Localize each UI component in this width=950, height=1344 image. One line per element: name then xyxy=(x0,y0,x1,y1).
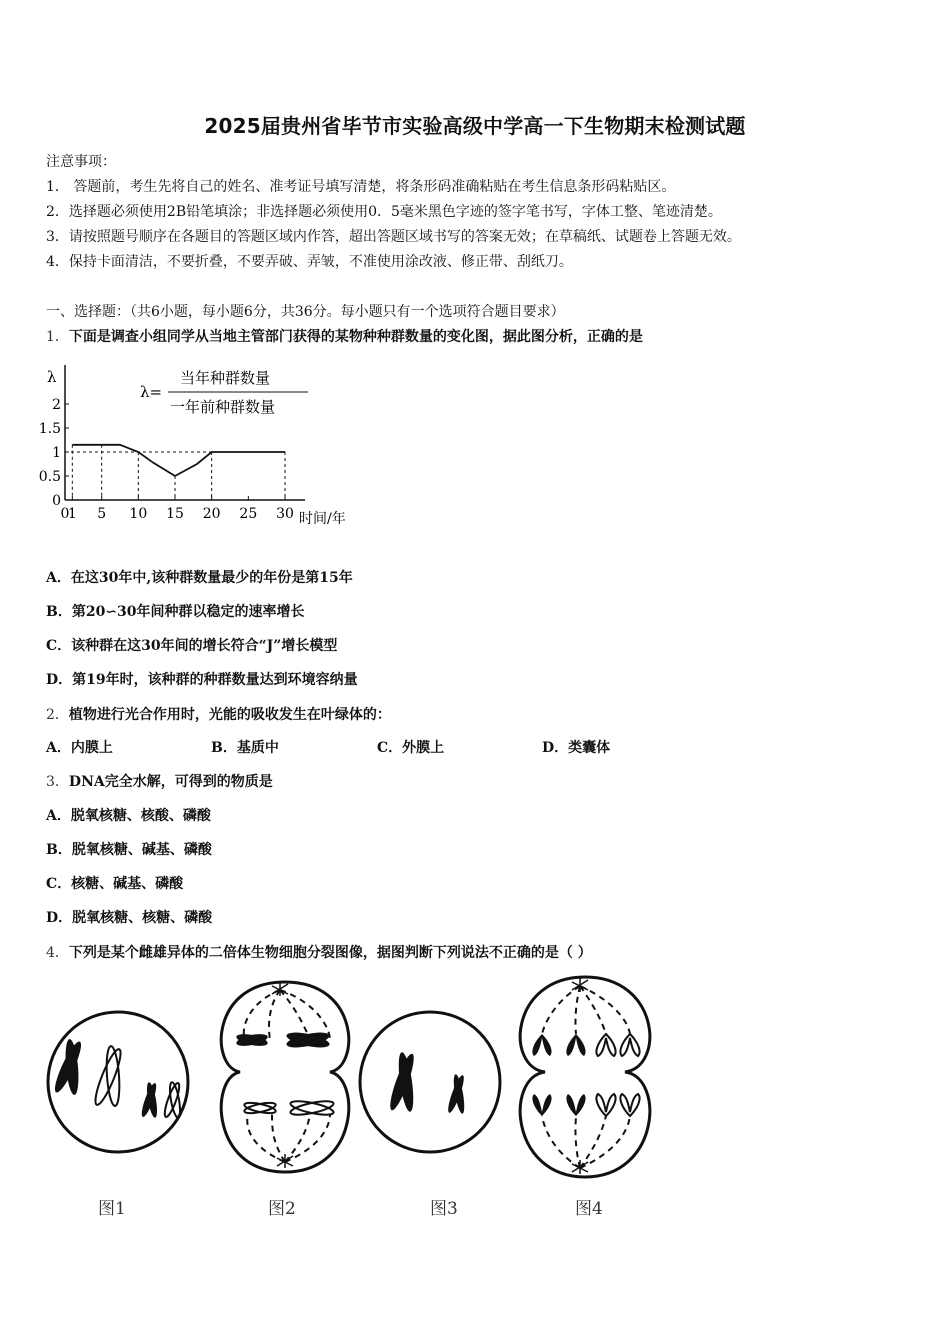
x-tick-label: 30 xyxy=(276,506,294,522)
notice-heading: 注意事项： xyxy=(46,154,116,170)
y-tick-label: 1 xyxy=(52,445,61,461)
y-tick-label: 0 xyxy=(52,493,61,509)
q2-option-d: D．类囊体 xyxy=(542,740,611,756)
q1-option-d: D．第19年时，该种群的种群数量达到环境容纳量 xyxy=(46,672,358,688)
question-number: 1． xyxy=(46,329,69,345)
formula-numerator: 当年种群数量 xyxy=(180,369,271,387)
y-tick-label: 0.5 xyxy=(38,469,61,485)
q3-option-a: A．脱氧核糖、核酸、磷酸 xyxy=(46,808,211,824)
question-number: 2． xyxy=(46,707,69,723)
question-2 xyxy=(46,705,391,725)
q2-option-c: C．外膜上 xyxy=(377,740,445,756)
figure-1-cell xyxy=(48,1012,188,1219)
q2-options xyxy=(46,738,906,758)
q3-option-d: D．脱氧核糖、核糖、磷酸 xyxy=(46,910,213,926)
question-number: 4． xyxy=(46,945,69,961)
question-stem: DNA完全水解，可得到的物质是 xyxy=(68,774,273,790)
figure-3-cell xyxy=(360,1012,500,1219)
question-stem: 下列是某个雌雄异体的二倍体生物细胞分裂图像，据图判断下列说法不正确的是（ ） xyxy=(68,945,592,961)
q1-option-c: C．该种群在这30年间的增长符合“J”增长模型 xyxy=(46,638,338,654)
q1-option-b: B．第20∽30年间种群以稳定的速率增长 xyxy=(46,604,305,620)
q3-option-b: B．脱氧核糖、碱基、磷酸 xyxy=(46,842,212,858)
x-tick-label: 10 xyxy=(129,506,148,522)
question-number: 3． xyxy=(46,774,69,790)
q2-option-b: B．基质中 xyxy=(211,740,279,756)
question-3 xyxy=(46,772,273,792)
question-stem: 植物进行光合作用时，光能的吸收发生在叶绿体的： xyxy=(68,707,391,723)
question-stem: 下面是调查小组同学从当地主管部门获得的某物种种群数量的变化图，据此图分析，正确的是 xyxy=(68,329,643,345)
figure-1-label: 图1 xyxy=(98,1199,126,1219)
formula-lhs: λ= xyxy=(140,383,163,401)
figure-2-cell xyxy=(221,982,348,1219)
question-1 xyxy=(46,327,643,347)
notice-item-1: 1． 答题前，考生先将自己的姓名、准考证号填写清楚，将条形码准确粘贴在考生信息条形码粘贴区。 xyxy=(46,179,676,195)
y-tick-label: 1.5 xyxy=(38,421,61,437)
q1-option-a: A．在这30年中,该种群数量最少的年份是第15年 xyxy=(46,570,353,586)
q3-option-c: C．核糖、碱基、磷酸 xyxy=(46,876,184,892)
notice-item-2: 2．选择题必须使用2B铅笔填涂；非选择题必须使用0．5毫米黑色字迹的签字笔书写，字体工整、笔迹清楚。 xyxy=(46,204,722,220)
q2-option-a: A．内膜上 xyxy=(46,740,113,756)
x-tick-label: 25 xyxy=(239,506,258,522)
figure-4-label: 图4 xyxy=(575,1199,603,1219)
cell-division-figure xyxy=(40,972,670,1227)
x-tick-label: 20 xyxy=(202,506,221,522)
x-tick-label: 0 xyxy=(60,506,70,522)
notice-item-4: 4．保持卡面清洁，不要折叠，不要弄破、弄皱，不准使用涂改液、修正带、刮纸刀。 xyxy=(46,254,573,270)
page-title: 2025届贵州省毕节市实验高级中学高一下生物期末检测试题 xyxy=(204,114,746,138)
x-tick-label: 5 xyxy=(97,506,107,522)
population-lambda-chart xyxy=(38,355,346,535)
figure-4-cell xyxy=(520,977,650,1219)
section-heading: 一、选择题：（共6小题，每小题6分，共36分。每小题只有一个选项符合题目要求） xyxy=(46,304,565,320)
notice-item-3: 3．请按照题号顺序在各题目的答题区域内作答，超出答题区域书写的答案无效；在草稿纸、试题卷上答题无效。 xyxy=(46,229,741,245)
figure-3-label: 图3 xyxy=(430,1199,458,1219)
question-4 xyxy=(46,943,592,963)
x-tick-label: 15 xyxy=(166,506,184,522)
lambda-series-line xyxy=(72,445,285,476)
y-tick-label: 2 xyxy=(52,397,61,413)
x-tick-label: 1 xyxy=(67,506,77,522)
figure-2-label: 图2 xyxy=(268,1199,296,1219)
x-axis-label: 时间/年 xyxy=(299,511,346,527)
formula-denominator: 一年前种群数量 xyxy=(170,398,276,416)
y-axis-label: λ xyxy=(47,368,57,386)
